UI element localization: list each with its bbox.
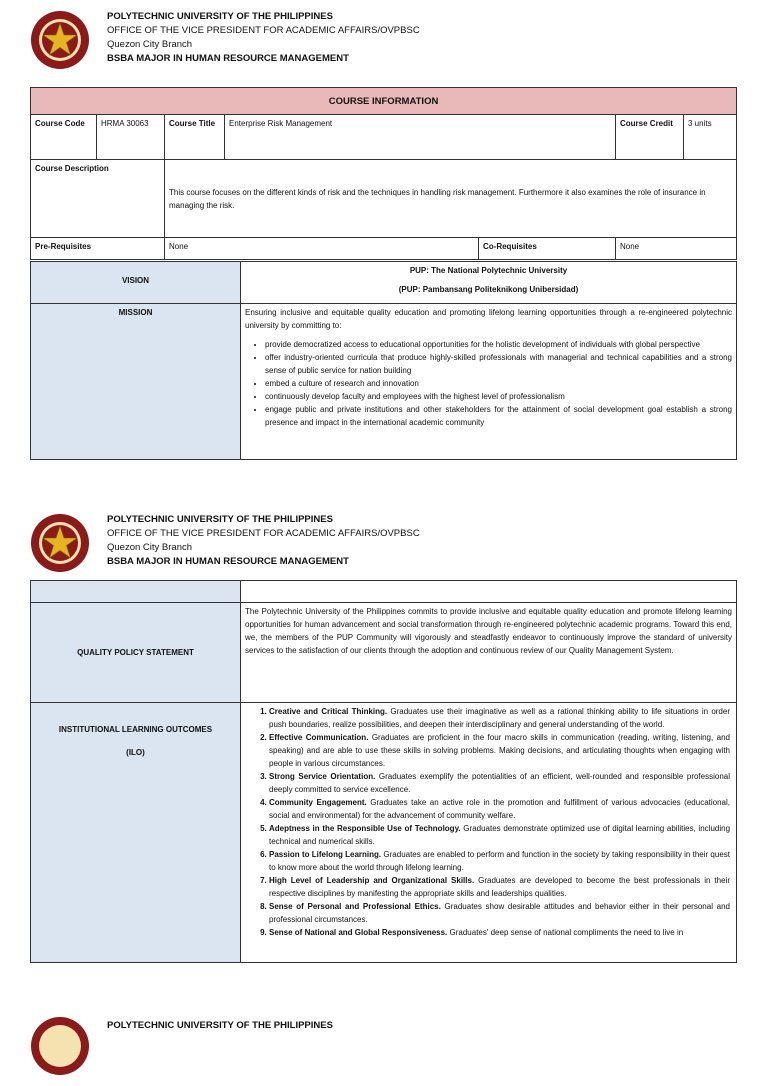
course-title-value: Enterprise Risk Management <box>225 115 616 160</box>
branch-name: Quezon City Branch <box>107 39 193 50</box>
ilo-item: 8. Sense of Personal and Professional Ethics. Graduates show desirable attitudes and behavior either in their personal and professional circumstances. <box>269 900 730 926</box>
university-seal-icon <box>30 10 90 70</box>
mission-item: • continuously develop faculty and employees with the highest level of professionalism <box>265 390 732 403</box>
quality-policy-text: The Polytechnic University of the Philippines commits to provide inclusive and equitable quality education and promote lifelong learning opportunities for human advancement and social transformation through re-engineered polytechnic academic programs. Toward this end, we, the members of the PUP Community will vigorously and steadfastly endeavor to continuously improve the standard of university services to the satisfaction of our clients through the adoption and continuous review of our Quality Management System. <box>241 603 737 703</box>
header-text <box>107 1019 333 1033</box>
ilo-label: INSTITUTIONAL LEARNING OUTCOMES <box>58 725 213 734</box>
course-code-value: HRMA 30063 <box>97 115 165 160</box>
ilo-label-cell <box>31 703 241 963</box>
ilo-abbr: (ILO) <box>126 748 145 757</box>
office-name: OFFICE OF THE VICE PRESIDENT FOR ACADEMIC AFFAIRS/OVPBSC <box>107 528 420 539</box>
ilo-item: 4. Community Engagement. Graduates take an active role in the promotion and fulfillment of various advocacies (educational, social and environmental) for the advancement of community welfare. <box>269 796 730 822</box>
corequisites-label: Co-Requisites <box>479 238 616 260</box>
program-name: BSBA MAJOR IN HUMAN RESOURCE MANAGEMENT <box>107 556 349 567</box>
header-text <box>107 10 420 66</box>
program-name: BSBA MAJOR IN HUMAN RESOURCE MANAGEMENT <box>107 53 349 64</box>
vision-value <box>241 262 737 304</box>
mission-value <box>241 304 737 460</box>
mission-item: • engage public and private institutions and other stakeholders for the attainment of social development goal establish a strong presence and impact in the international academic community <box>265 403 732 429</box>
mission-item: • provide democratized access to educational opportunities for the holistic development of individuals with global perspective <box>265 338 732 351</box>
mission-list <box>245 338 732 429</box>
ilo-item: 9. Sense of National and Global Responsiveness. Graduates' deep sense of national compliments the need to live in <box>269 926 730 939</box>
ilo-list <box>245 705 730 939</box>
branch-name: Quezon City Branch <box>107 542 193 553</box>
ilo-item: 6. Passion to Lifelong Learning. Graduates are enabled to perform and function in the society by taking responsibility in their quest to know more about the world through lifelong learning. <box>269 848 730 874</box>
quality-policy-label: QUALITY POLICY STATEMENT <box>31 603 241 703</box>
course-credit-value: 3 units <box>684 115 737 160</box>
mission-intro: Ensuring inclusive and equitable quality education and promoting lifelong learning opportunities through a re-engineered polytechnic university by committing to: <box>245 308 732 330</box>
course-title-label: Course Title <box>165 115 225 160</box>
university-seal-icon <box>30 1016 90 1076</box>
vision-line-2: (PUP: Pambansang Politeknikong Unibersidad) <box>398 285 579 294</box>
prerequisites-label: Pre-Requisites <box>31 238 165 260</box>
policy-outcomes-table <box>30 580 737 963</box>
course-info-title: COURSE INFORMATION <box>31 88 737 115</box>
page-header <box>30 1016 730 1086</box>
course-description-text: This course focuses on the different kinds of risk and the techniques in handling risk management. Furthermore it also examines the role of insurance in managing the risk. <box>169 187 706 210</box>
course-credit-label: Course Credit <box>616 115 684 160</box>
vision-mission-table <box>30 261 737 460</box>
university-name: POLYTECHNIC UNIVERSITY OF THE PHILIPPINES <box>107 514 333 525</box>
prerequisites-value: None <box>165 238 479 260</box>
university-name: POLYTECHNIC UNIVERSITY OF THE PHILIPPINES <box>107 1020 333 1031</box>
ilo-item: 2. Effective Communication. Graduates are proficient in the four macro skills in communication (reading, writing, listening, and speaking) and are able to use these skills in solving problems. Making decisions, and articulating thoughts when engaging with people in various circumstances. <box>269 731 730 770</box>
ilo-item: 5. Adeptness in the Responsible Use of Technology. Graduates demonstrate optimized use of digital learning abilities, including technical and numerical skills. <box>269 822 730 848</box>
mission-item: • embed a culture of research and innovation <box>265 377 732 390</box>
ilo-item: 7. High Level of Leadership and Organizational Skills. Graduates are developed to become the best professionals in their respective disciplines by manifesting the appropriate skills and leaderships qualities. <box>269 874 730 900</box>
university-seal-icon <box>30 513 90 573</box>
course-description-value <box>165 160 737 238</box>
office-name: OFFICE OF THE VICE PRESIDENT FOR ACADEMIC AFFAIRS/OVPBSC <box>107 25 420 36</box>
vision-line-1: PUP: The National Polytechnic University <box>409 266 568 275</box>
university-name: POLYTECHNIC UNIVERSITY OF THE PHILIPPINES <box>107 11 333 22</box>
page-header <box>30 513 730 583</box>
ilo-item: 3. Strong Service Orientation. Graduates exemplify the potentialities of an efficient, well-rounded and responsible professional deeply committed to service excellence. <box>269 770 730 796</box>
ilo-list-cell <box>241 703 737 963</box>
mission-item: • offer industry-oriented curricula that produce highly-skilled professionals with managerial and technical capabilities and a strong sense of public service for nation building <box>265 351 732 377</box>
blank-label-cell <box>31 581 241 603</box>
vision-label: VISION <box>31 262 241 304</box>
ilo-item: 1. Creative and Critical Thinking. Graduates use their imaginative as well as a rational thinking ability to life situations in order push boundaries, realize possibilities, and deepen their interdisciplinary and general understanding of the world. <box>269 705 730 731</box>
header-text <box>107 513 420 569</box>
corequisites-value: None <box>616 238 737 260</box>
course-code-label: Course Code <box>31 115 97 160</box>
course-info-table <box>30 87 737 260</box>
page-header <box>30 10 730 80</box>
course-description-label: Course Description <box>31 160 165 238</box>
mission-label: MISSION <box>31 304 241 460</box>
blank-value-cell <box>241 581 737 603</box>
